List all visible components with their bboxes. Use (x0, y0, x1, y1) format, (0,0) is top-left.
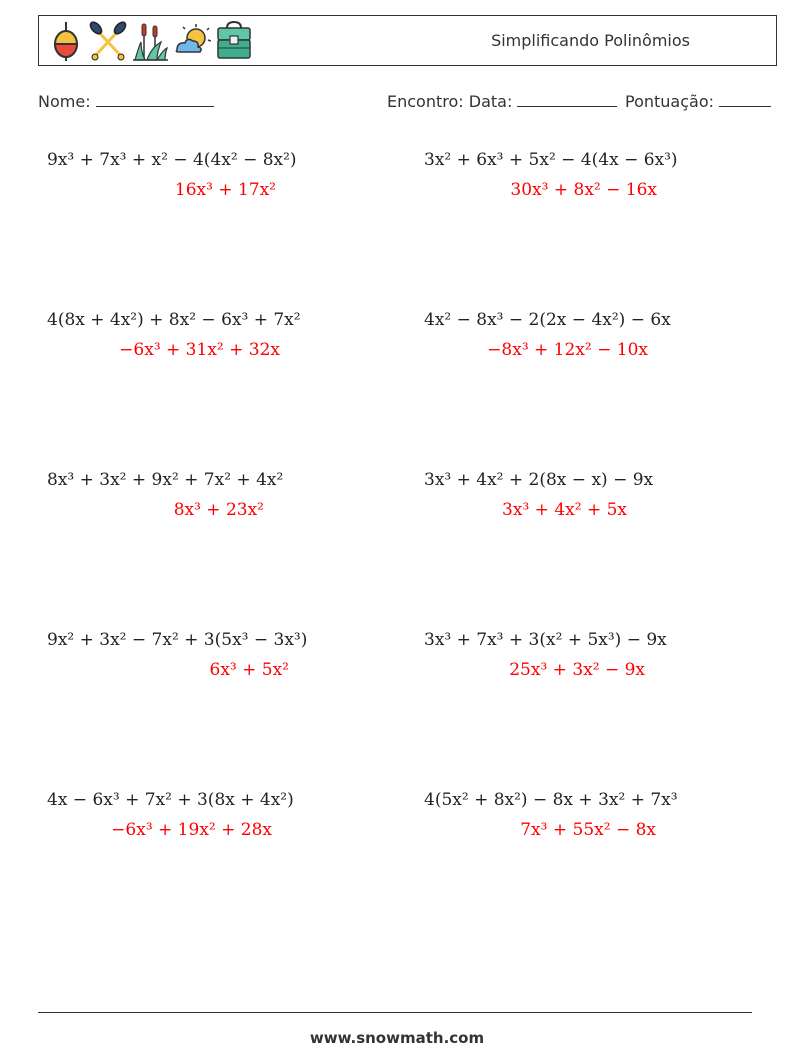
problem-7: 9x² + 3x² − 7x² + 3(5x³ − 3x³) (47, 630, 308, 650)
name-label: Nome: (38, 92, 91, 111)
problem-2: 3x² + 6x³ + 5x² − 4(4x − 6x³) (424, 150, 678, 170)
footer-url[interactable]: www.snowmath.com (309, 1029, 485, 1047)
sun-cloud-icon (173, 20, 211, 62)
worksheet-header (38, 15, 777, 66)
icon-strip (47, 20, 253, 64)
answer-9: −6x³ + 19x² + 28x (111, 820, 272, 840)
answer-10: 7x³ + 55x² − 8x (520, 820, 656, 840)
score-label: Pontuação: (625, 92, 715, 111)
crossed-oars-icon (89, 20, 127, 62)
worksheet-title: Simplificando Polinômios (491, 31, 690, 50)
answer-5: 8x³ + 23x² (173, 500, 264, 520)
answer-2: 30x³ + 8x² − 16x (510, 180, 657, 200)
problem-3: 4(8x + 4x²) + 8x² − 6x³ + 7x² (47, 310, 301, 330)
answer-8: 25x³ + 3x² − 9x (509, 660, 645, 680)
tackle-box-icon (215, 20, 253, 62)
encounter-date-field[interactable] (387, 92, 617, 111)
answer-7: 6x³ + 5x² (209, 660, 289, 680)
problem-1: 9x³ + 7x³ + x² − 4(4x² − 8x²) (47, 150, 297, 170)
score-blank[interactable] (719, 92, 771, 107)
problem-10: 4(5x² + 8x²) − 8x + 3x² + 7x³ (424, 790, 678, 810)
problem-6: 3x³ + 4x² + 2(8x − x) − 9x (424, 470, 654, 490)
encounter-date-label: Encontro: Data: (387, 92, 513, 111)
problem-4: 4x² − 8x³ − 2(2x − 4x²) − 6x (424, 310, 671, 330)
answer-6: 3x³ + 4x² + 5x (502, 500, 627, 520)
name-field[interactable] (38, 92, 214, 111)
cattails-icon (131, 20, 169, 62)
answer-3: −6x³ + 31x² + 32x (119, 340, 280, 360)
problem-5: 8x³ + 3x² + 9x² + 7x² + 4x² (47, 470, 284, 490)
answer-1: 16x³ + 17x² (174, 180, 276, 200)
problem-9: 4x − 6x³ + 7x² + 3(8x + 4x²) (47, 790, 294, 810)
date-blank[interactable] (517, 92, 617, 107)
name-blank[interactable] (96, 92, 214, 107)
score-field[interactable] (625, 92, 771, 111)
fishing-float-icon (47, 20, 85, 62)
answer-4: −8x³ + 12x² − 10x (487, 340, 648, 360)
footer-divider (38, 1012, 752, 1013)
problem-8: 3x³ + 7x³ + 3(x² + 5x³) − 9x (424, 630, 667, 650)
